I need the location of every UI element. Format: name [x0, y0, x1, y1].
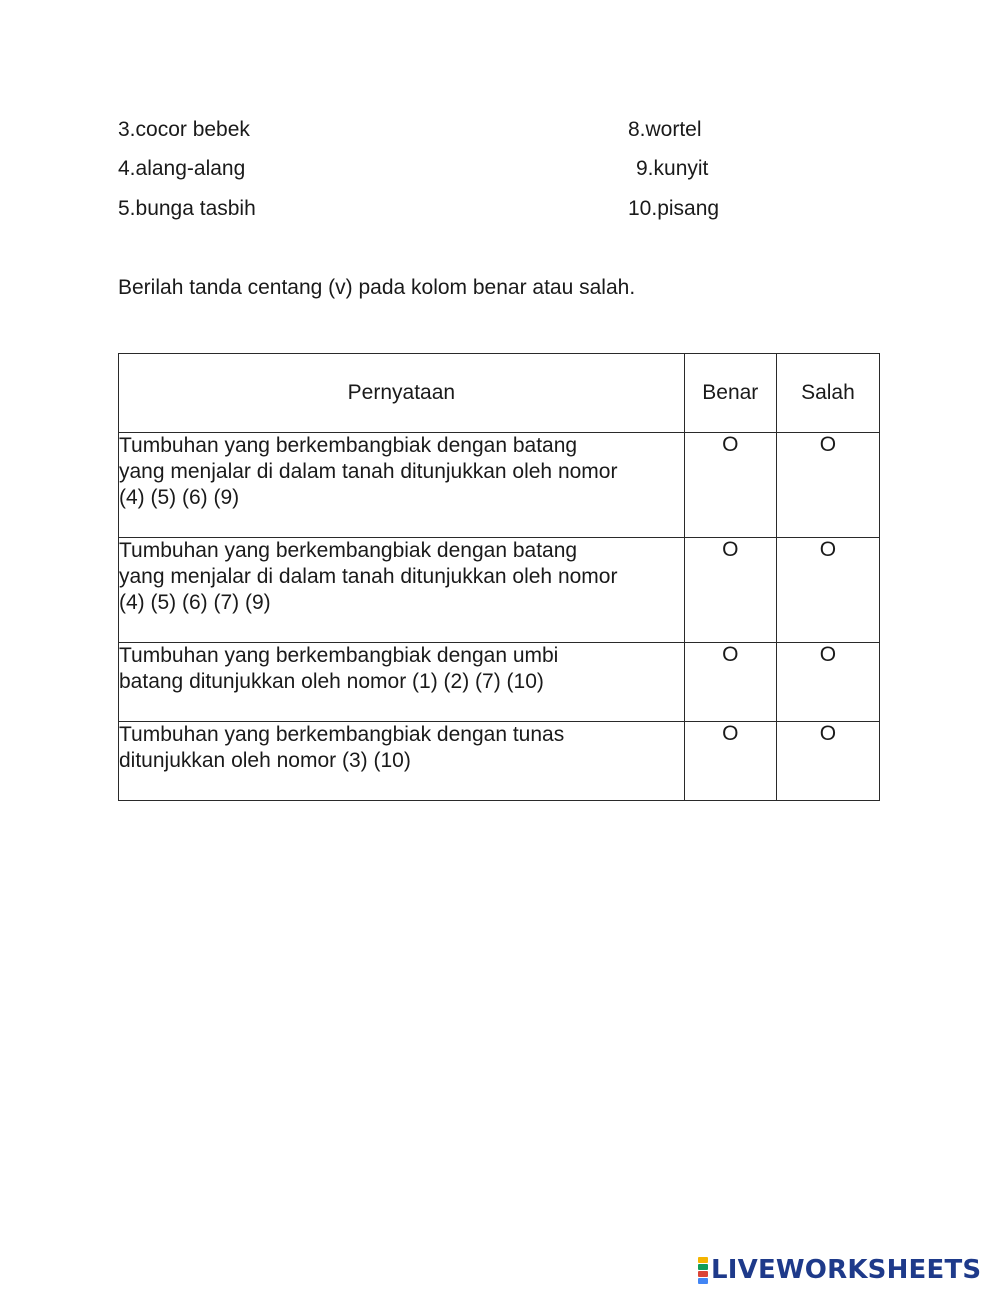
logo-block: [698, 1271, 708, 1277]
logo-block: [698, 1278, 708, 1284]
benar-option[interactable]: O: [684, 538, 776, 643]
table-row: [119, 722, 880, 801]
instruction-text: Berilah tanda centang (v) pada kolom benar atau salah.: [118, 276, 636, 299]
table-row: [119, 538, 880, 643]
statement-line: yang menjalar di dalam tanah ditunjukkan oleh nomor: [119, 565, 618, 588]
word-item: 5.bunga tasbih: [118, 197, 256, 220]
header-salah: Salah: [776, 354, 879, 433]
logo-block: [698, 1257, 708, 1263]
statement-cell: [119, 722, 685, 801]
table-row: [119, 643, 880, 722]
table-row: [119, 433, 880, 538]
statement-line: Tumbuhan yang berkembangbiak dengan batang: [119, 539, 578, 562]
word-item: 3.cocor bebek: [118, 118, 250, 141]
table-header-row: [119, 354, 880, 433]
salah-option[interactable]: O: [776, 538, 879, 643]
benar-option[interactable]: O: [684, 433, 776, 538]
salah-option[interactable]: O: [776, 433, 879, 538]
header-benar: Benar: [684, 354, 776, 433]
statement-line: (4) (5) (6) (7) (9): [119, 591, 271, 614]
benar-option[interactable]: O: [684, 643, 776, 722]
word-item: 10.pisang: [628, 197, 720, 220]
salah-option[interactable]: O: [776, 643, 879, 722]
word-item: 8.wortel: [628, 118, 702, 141]
word-item: 9.kunyit: [636, 157, 709, 180]
salah-option[interactable]: O: [776, 722, 879, 801]
statement-line: yang menjalar di dalam tanah ditunjukkan oleh nomor: [119, 460, 618, 483]
statement-line: (4) (5) (6) (9): [119, 486, 240, 509]
statement-line: ditunjukkan oleh nomor (3) (10): [119, 749, 411, 772]
statement-cell: [119, 433, 685, 538]
true-false-table: [118, 353, 880, 801]
statement-line: Tumbuhan yang berkembangbiak dengan umbi: [119, 644, 559, 667]
word-item: 4.alang-alang: [118, 157, 246, 180]
liveworksheets-logo: [698, 1254, 981, 1286]
header-statement: Pernyataan: [119, 354, 685, 433]
logo-text: LIVEWORKSHEETS: [711, 1255, 982, 1285]
statement-line: Tumbuhan yang berkembangbiak dengan tunas: [119, 723, 565, 746]
statement-line: batang ditunjukkan oleh nomor (1) (2) (7) (10): [119, 670, 544, 693]
statement-line: Tumbuhan yang berkembangbiak dengan batang: [119, 434, 578, 457]
statement-cell: [119, 643, 685, 722]
benar-option[interactable]: O: [684, 722, 776, 801]
statement-cell: [119, 538, 685, 643]
logo-blocks-icon: [698, 1257, 708, 1284]
logo-block: [698, 1264, 708, 1270]
